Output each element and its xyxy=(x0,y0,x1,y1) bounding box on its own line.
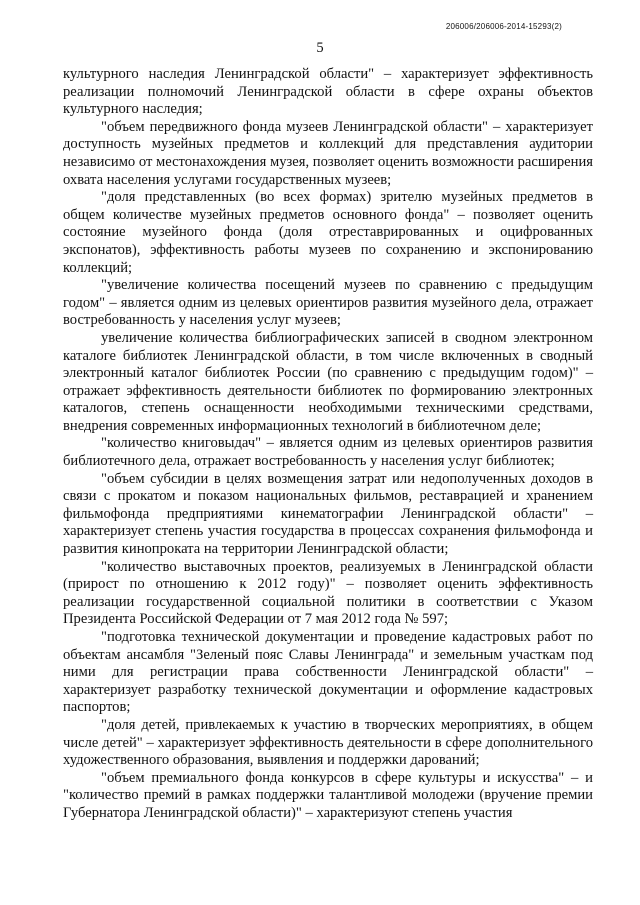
paragraph: "доля детей, привлекаемых к участию в творческих мероприятиях, в общем числе детей" – характеризует эффективность деятельности в сфере дополнительного художественного образования, выявления и поддержки дарований; xyxy=(63,716,593,769)
page-number: 5 xyxy=(316,40,324,56)
paragraph: "доля представленных (во всех формах) зрителю музейных предметов в общем количестве музейных предметов основного фонда" – позволяет оценить состояние музейного фонда (доля отреставрированных и оцифрованных экспонатов), эффективность работы музеев по сохранению и экспонированию коллекций; xyxy=(63,189,593,276)
paragraph: культурного наследия Ленинградской области" – характеризует эффективность реализации полномочий Ленинградской области в сфере охраны объектов культурного наследия; xyxy=(63,66,593,118)
paragraph: "количество книговыдач" – является одним из целевых ориентиров развития библиотечного дела, отражает востребованность у населения услуг библиотек; xyxy=(63,435,593,470)
paragraph: "объем передвижного фонда музеев Ленинградской области" – характеризует доступность музейных предметов и коллекций для представления аудитории независимо от местонахождения музея, позволяет оценить возможности расширения охвата населения услугами государственных музеев; xyxy=(63,118,593,188)
paragraph: "объем премиального фонда конкурсов в сфере культуры и искусства" – и "количество премий в рамках поддержки талантливой молодежи (вручение премии Губернатора Ленинградской области)" – характеризуют степень участия xyxy=(63,769,593,821)
paragraph: "количество выставочных проектов, реализуемых в Ленинградской области (прирост по отношению к 2012 году)" – позволяет оценить эффективность реализации государственной социальной политики в соответствии с Указом Президента Российской Федерации от 7 мая 2012 года № 597; xyxy=(63,558,593,628)
document-body xyxy=(63,66,593,823)
paragraph: "увеличение количества посещений музеев по сравнению с предыдущим годом" – является одним из целевых ориентиров развития музейного дела, отражает востребованность у населения услуг музеев; xyxy=(63,277,593,329)
paragraph: "объем субсидии в целях возмещения затрат или недополученных доходов в связи с прокатом и показом национальных фильмов, реставрацией и хранением фильмофонда предприятиями кинематографии Ленинградской области" – характеризует степень участия государства в процессах сохранения фильмофонда и развития кинопроката на территории Ленинградской области; xyxy=(63,470,593,558)
document-id: 206006/206006-2014-15293(2) xyxy=(445,22,562,31)
paragraph: "подготовка технической документации и проведение кадастровых работ по объектам ансамбля "Зеленый пояс Славы Ленинграда" и земельным участкам под ними для регистрации права собственности Ленинградской области" – характеризует разработку технической документации и оформление кадастровых паспортов; xyxy=(63,629,593,716)
paragraph: увеличение количества библиографических записей в сводном электронном каталоге библиотек Ленинградской области, в том числе включенных в сводный электронный каталог библиотек России (по сравнению с предыдущим годом)" – отражает эффективность деятельности библиотек по формированию электронных каталогов, степень оснащенности необходимыми техническими средствами, внедрения современных информационных технологий в библиотечном деле; xyxy=(63,329,593,434)
